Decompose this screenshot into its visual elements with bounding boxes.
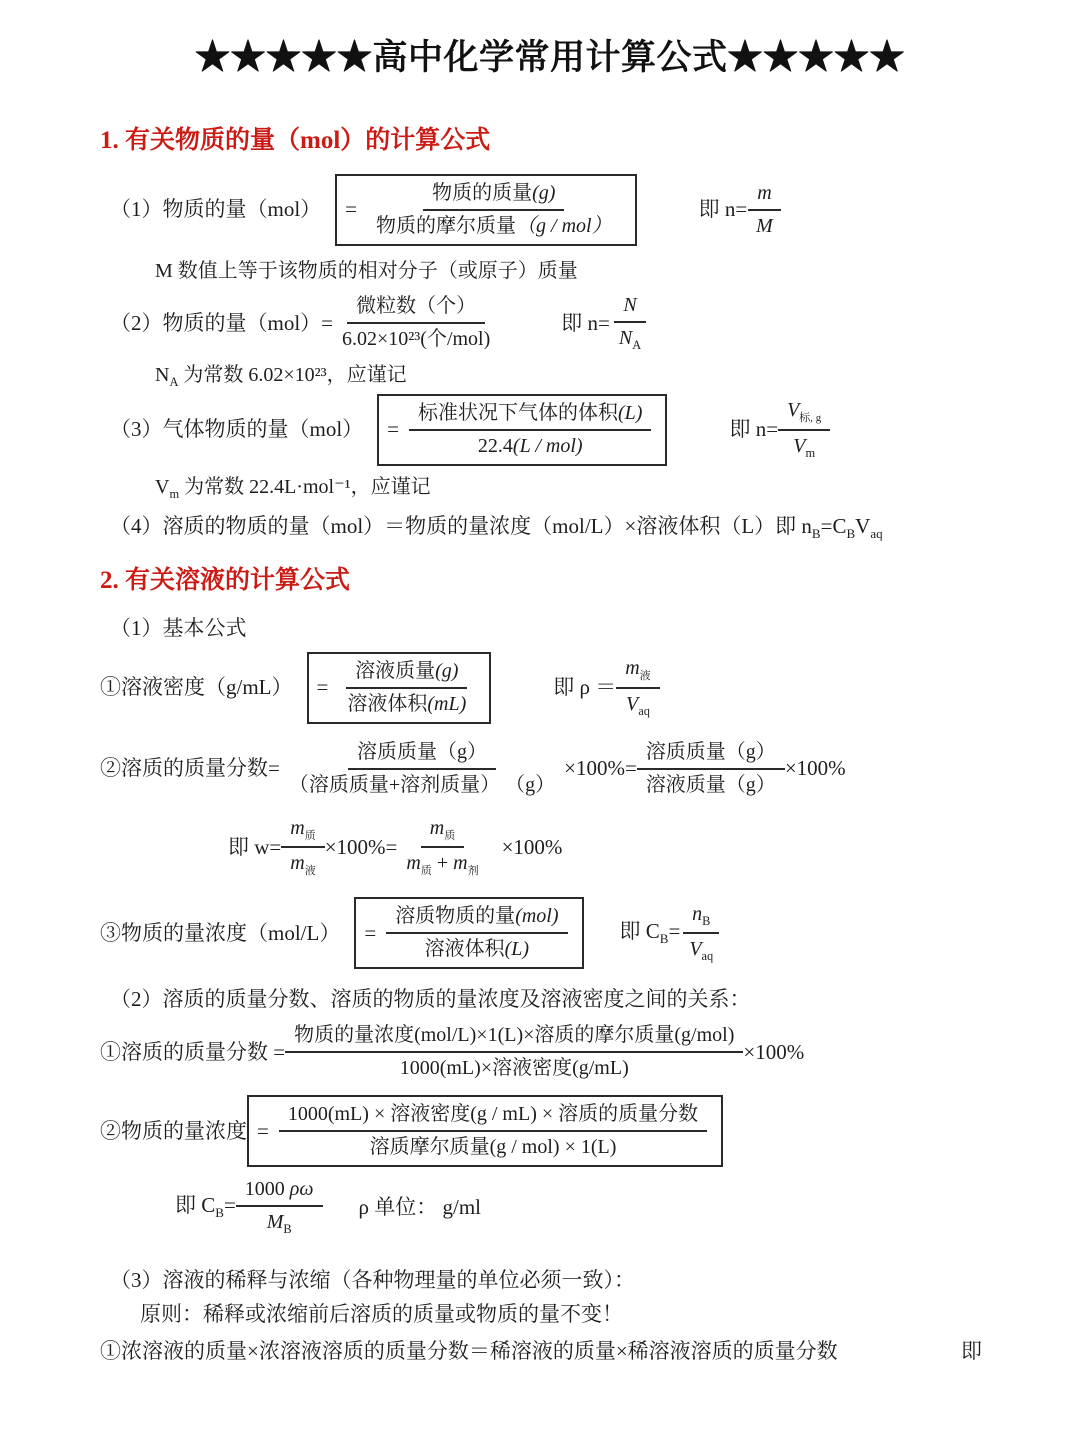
boxed-fraction: [377, 394, 667, 466]
fraction-symbolic: $\frac{V_{标, g}}{V_m}$: [778, 398, 830, 461]
fraction: $\frac{\text{溶质物质的量(mol)}}{\text{溶液体积(L)}}$: [386, 904, 567, 962]
symbolic-form: 即 n=: [729, 416, 779, 441]
fraction-symbolic: $\frac{m_液}{V_{aq}}$: [616, 656, 659, 719]
fraction-symbolic: $\frac{n_B}{V_{aq}}$: [680, 902, 722, 965]
times-100: ×100%=: [324, 834, 398, 859]
boxed-fraction: [247, 1095, 723, 1167]
fraction-symbolic: $\frac{m_质}{m_液}$: [281, 816, 324, 880]
dilution-principle: 原则：稀释或浓缩前后溶质的质量或物质的量不变！: [140, 1301, 623, 1326]
equals-sign: =: [257, 1118, 269, 1143]
equals-sign: =: [316, 675, 329, 700]
times-100: ×100%: [743, 1039, 805, 1064]
equals-sign: =: [387, 416, 400, 441]
times-100: ×100%: [784, 756, 846, 781]
symbolic-form: 即 $C_B=$: [619, 919, 681, 947]
subsection-basic: （1）基本公式: [110, 615, 247, 640]
symbolic-form: 即 w=: [228, 834, 282, 859]
symbolic-form: 即 n=: [698, 197, 748, 222]
section-1-heading: 1. 有关物质的量（mol）的计算公式: [100, 127, 491, 154]
formula-cb-symbolic: [175, 1177, 1000, 1238]
subsection-dilution: （3）溶液的稀释与浓缩（各种物理量的单位必须一致）：: [110, 1267, 635, 1292]
trailing-ji: 即: [961, 1338, 982, 1363]
subsection-relations: （2）溶质的质量分数、溶质的物质的量浓度及溶液密度之间的关系：: [110, 987, 751, 1012]
fraction-symbolic: $\frac{m_质}{m_质 + m_剂}$: [406, 816, 479, 878]
formula-label: ①溶质的质量分数 =: [100, 1039, 286, 1064]
formula-label: ③物质的量浓度（mol/L）: [100, 920, 341, 945]
unit-note: ρ 单位： g/ml: [358, 1194, 482, 1219]
formula-gas-volume: [110, 394, 1000, 466]
fraction: $\frac{\text{溶质质量（g）}}{\text{（溶质质量+溶剂质量） （g）}}$: [288, 740, 556, 796]
page-title: ★★★★★高中化学常用计算公式★★★★★: [194, 38, 905, 77]
times-100: ×100%=: [564, 756, 637, 781]
formula-fraction-from-concentration: [100, 1023, 1000, 1081]
formula-mole-mass: [110, 174, 1000, 246]
formula-label: ②溶质的质量分数=: [100, 756, 280, 781]
formula-mass-fraction: [100, 740, 1000, 798]
fraction: $\frac{\text{微粒数（个）}}{\text{6.02×10²³(个/mol)}}$: [342, 295, 491, 351]
fraction-symbolic: $\frac{1000 \rho\omega}{M_B}$: [236, 1177, 323, 1238]
boxed-fraction: [354, 897, 583, 969]
fraction: $\frac{\text{标准状况下气体的体积(L)}}{\text{22.4(L / mol)}}$: [409, 401, 651, 459]
fraction: $\frac{\text{1000(mL) × 溶液密度(g / mL) × 溶质的质量分数}}{\text{溶质摩尔质量(g / mol) × 1(L)}}$: [279, 1102, 707, 1160]
fraction: $\frac{\text{物质的质量(g)}}{\text{物质的摩尔质量（g / mol）}}$: [376, 182, 612, 237]
boxed-fraction: [307, 652, 492, 724]
formula-concentration-from-fraction: [100, 1095, 1000, 1167]
fraction: $\frac{\text{溶液质量(g)}}{\text{溶液体积(mL)}}$: [347, 659, 467, 715]
symbolic-form: 即 $C_B=$: [175, 1193, 236, 1221]
formula-solute-mole: （4）溶质的物质的量（mol）＝物质的量浓度（mol/L）×溶液体积（L）即 $n_B=C_BV_{aq}$: [110, 513, 883, 541]
symbolic-form: 即 n=: [561, 310, 610, 335]
formula-solution-density: [100, 652, 1000, 724]
note-molar-volume: $V_m$ 为常数 22.4L·mol⁻¹，应谨记: [155, 475, 431, 501]
formula-label: （2）物质的量（mol）=: [110, 310, 334, 335]
formula-mole-particles: [110, 293, 1000, 354]
formula-mass-fraction-symbolic: [228, 816, 1000, 880]
fraction-symbolic: $\frac{N}{N_A}$: [610, 293, 650, 354]
formula-label: ①溶液密度（g/mL）: [100, 675, 293, 700]
section-2-heading: 2. 有关溶液的计算公式: [100, 566, 351, 594]
formula-molar-concentration: [100, 897, 1000, 969]
equals-sign: =: [345, 197, 358, 222]
fraction: $\frac{\text{溶质质量（g）}}{\text{溶液质量（g）}}$: [637, 740, 785, 798]
note-molar-mass: M 数值上等于该物质的相对分子（或原子）质量: [155, 260, 578, 282]
fraction: $\frac{\text{物质的量浓度(mol/L)×1(L)×溶质的摩尔质量(g/mol)}}{\text{1000(mL)×溶液密度(g/mL)}}$: [285, 1023, 743, 1081]
note-avogadro: $N_A$ 为常数 6.02×10²³，应谨记: [155, 363, 407, 389]
formula-dilution: ①浓溶液的质量×浓溶液溶质的质量分数＝稀溶液的质量×稀溶液溶质的质量分数 即: [100, 1338, 1000, 1365]
formula-label: ②物质的量浓度: [100, 1118, 247, 1143]
formula-label: （1）物质的量（mol）: [110, 197, 322, 222]
boxed-fraction: [335, 174, 636, 246]
equals-sign: =: [364, 920, 377, 945]
times-100: ×100%: [501, 834, 563, 859]
symbolic-form: 即 ρ ＝: [553, 675, 617, 700]
fraction-symbolic: $\frac{m}{M}$: [747, 181, 782, 239]
formula-label: （3）气体物质的量（mol）: [110, 416, 364, 441]
